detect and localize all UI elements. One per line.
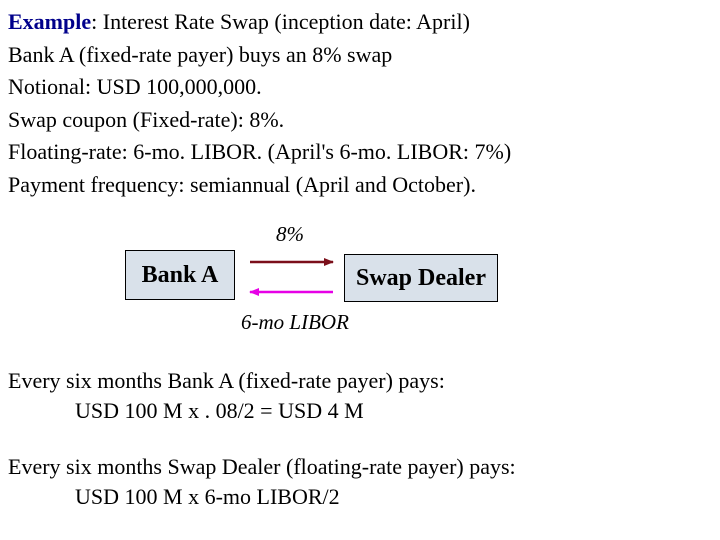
- bank-payment-calculation: USD 100 M x . 08/2 = USD 4 M: [75, 398, 364, 423]
- floating-rate-line: Floating-rate: 6-mo. LIBOR. (April's 6-mo. LIBOR: 7%): [8, 139, 512, 164]
- notional-line: Notional: USD 100,000,000.: [8, 74, 262, 99]
- bank-a-box: Bank A: [125, 250, 235, 300]
- payment-frequency-line: Payment frequency: semiannual (April and October).: [8, 171, 476, 197]
- swap-dealer-box: Swap Dealer: [344, 254, 498, 302]
- bank-payment-text: Every six months Bank A (fixed-rate payer) pays:: [8, 368, 445, 393]
- bank-payment-block: [8, 366, 445, 426]
- dealer-payment-calculation: USD 100 M x 6-mo LIBOR/2: [75, 484, 340, 509]
- example-title-text: : Interest Rate Swap (inception date: April): [91, 9, 470, 34]
- dealer-payment-text: Every six months Swap Dealer (floating-rate payer) pays:: [8, 454, 516, 479]
- coupon-line: Swap coupon (Fixed-rate): 8%.: [8, 106, 285, 132]
- floating-rate-label: 6-mo LIBOR: [241, 310, 349, 334]
- fixed-rate-label: 8%: [276, 222, 304, 246]
- dealer-payment-block: [8, 452, 516, 512]
- buyer-line: Bank A (fixed-rate payer) buys an 8% swap: [8, 41, 393, 67]
- example-keyword: Example: [8, 9, 92, 34]
